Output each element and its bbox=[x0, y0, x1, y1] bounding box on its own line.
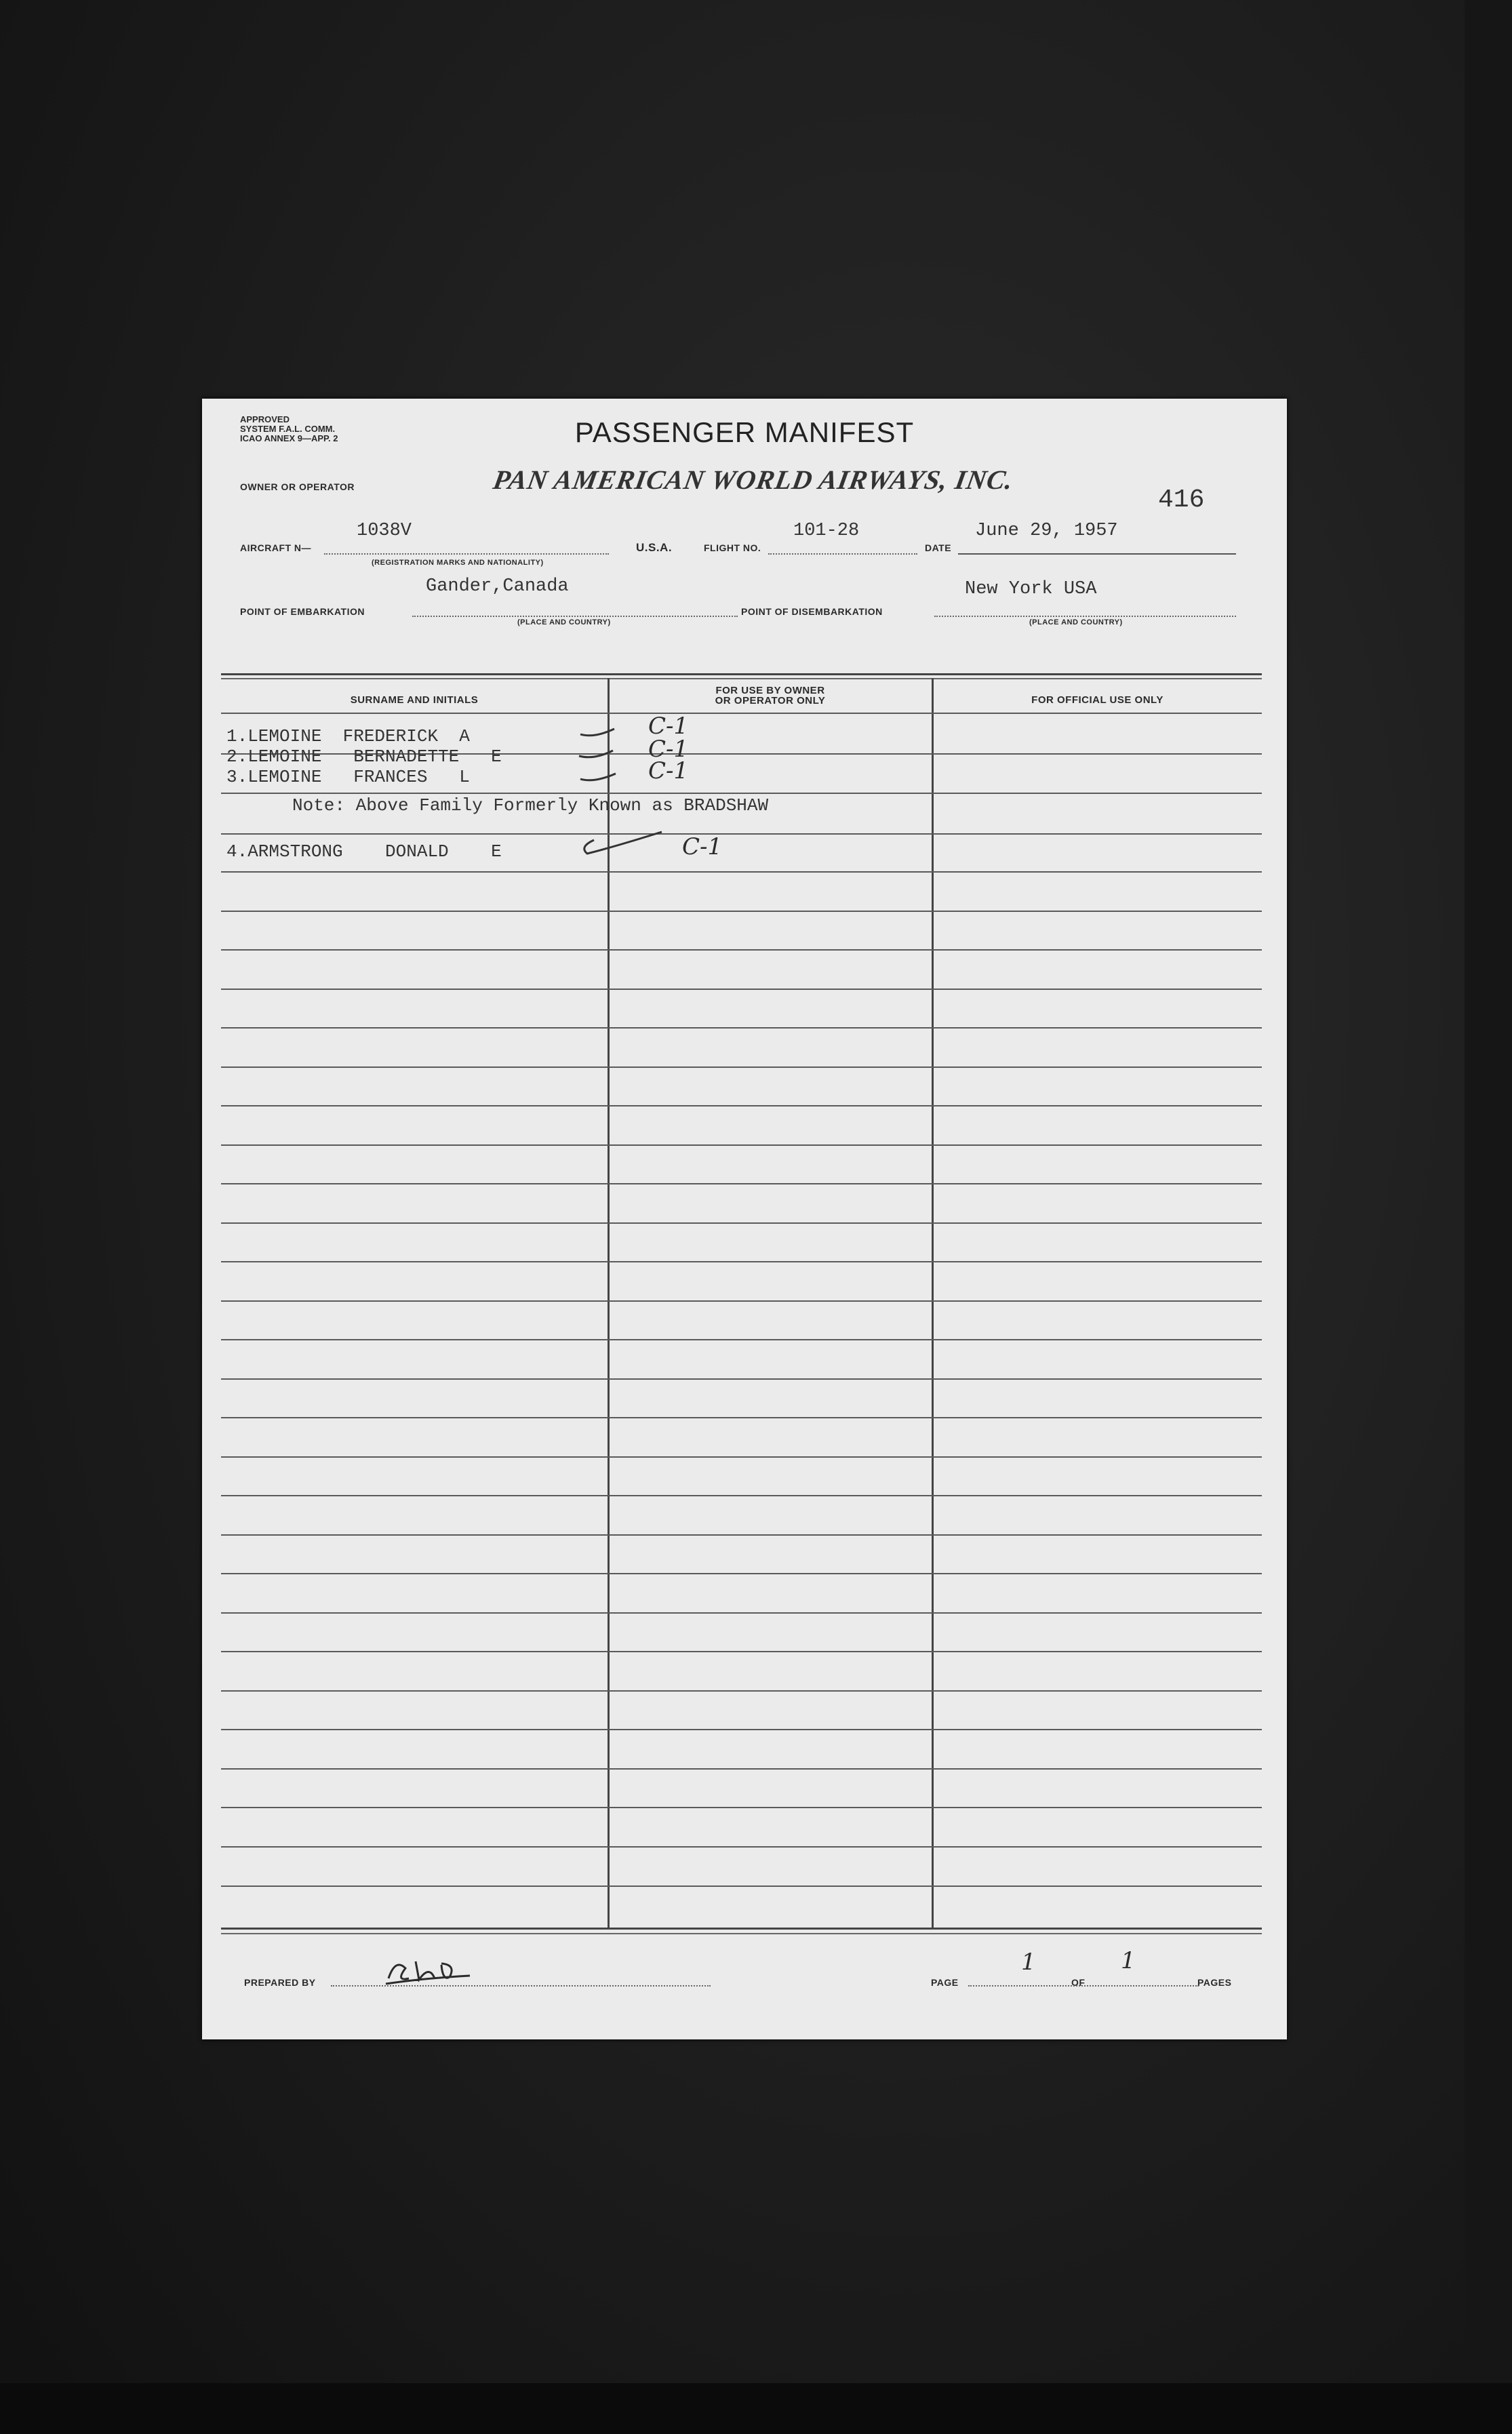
nationality: U.S.A. bbox=[636, 541, 673, 554]
table-rule bbox=[221, 1261, 1262, 1262]
table-rule bbox=[221, 1846, 1262, 1848]
table-rule bbox=[221, 1300, 1262, 1302]
column-divider-1 bbox=[608, 678, 610, 1928]
embarkation-value: Gander,Canada bbox=[426, 576, 569, 597]
passenger-manifest-form bbox=[202, 399, 1287, 2039]
check-mark-icon bbox=[574, 826, 669, 860]
passenger-row-1: 1.LEMOINE FREDERICK A bbox=[226, 726, 470, 746]
table-rule bbox=[221, 713, 1262, 714]
registration-caption: (REGISTRATION MARKS AND NATIONALITY) bbox=[372, 559, 544, 567]
aircraft-label: AIRCRAFT N— bbox=[240, 542, 312, 553]
table-rule bbox=[221, 1573, 1262, 1574]
signature-initials bbox=[382, 1951, 477, 1992]
passenger-row-4: 4.ARMSTRONG DONALD E bbox=[226, 841, 502, 862]
table-bottom-border bbox=[221, 1928, 1262, 1930]
page-label: PAGE bbox=[931, 1977, 959, 1988]
table-top-border bbox=[221, 673, 1262, 675]
check-marks-icon bbox=[574, 721, 621, 795]
handwritten-code-1: C-1 bbox=[648, 713, 689, 740]
header-owner-use: FOR USE BY OWNER OR OPERATOR ONLY bbox=[715, 685, 826, 706]
date-line bbox=[958, 553, 1236, 555]
passenger-table bbox=[221, 673, 1262, 1928]
table-rule bbox=[221, 1105, 1262, 1106]
prepared-by-label: PREPARED BY bbox=[244, 1977, 316, 1988]
table-rule bbox=[221, 1651, 1262, 1652]
date-label: DATE bbox=[925, 542, 952, 553]
table-rule bbox=[221, 1690, 1262, 1692]
flight-label: FLIGHT NO. bbox=[704, 542, 761, 553]
handwritten-code-4: C-1 bbox=[682, 833, 723, 860]
table-rule bbox=[221, 911, 1262, 912]
table-rule bbox=[221, 1144, 1262, 1146]
header-official-use: FOR OFFICIAL USE ONLY bbox=[1031, 694, 1163, 706]
disembarkation-line bbox=[934, 616, 1236, 617]
embarkation-line bbox=[412, 616, 738, 617]
document-number: 416 bbox=[1158, 485, 1205, 515]
table-rule bbox=[221, 1339, 1262, 1340]
table-rule bbox=[221, 1222, 1262, 1224]
table-rule bbox=[221, 1378, 1262, 1380]
flight-value: 101-28 bbox=[793, 521, 860, 541]
table-rule bbox=[221, 1417, 1262, 1418]
table-rule bbox=[221, 833, 1262, 835]
airline-name: PAN AMERICAN WORLD AIRWAYS, INC. bbox=[491, 464, 1016, 495]
scanner-bottom-strip bbox=[0, 2383, 1512, 2434]
disembarkation-label: POINT OF DISEMBARKATION bbox=[741, 606, 883, 617]
page-number: 1 bbox=[1021, 1949, 1036, 1976]
table-rule bbox=[221, 1495, 1262, 1496]
owner-label: OWNER OR OPERATOR bbox=[240, 481, 355, 492]
aircraft-line bbox=[324, 553, 609, 555]
scanner-edge bbox=[1465, 0, 1512, 2383]
passenger-row-3: 3.LEMOINE FRANCES L bbox=[226, 767, 470, 787]
date-value: June 29, 1957 bbox=[975, 521, 1118, 541]
column-divider-2 bbox=[932, 678, 934, 1928]
total-pages: 1 bbox=[1121, 1947, 1136, 1974]
handwritten-code-3: C-1 bbox=[648, 757, 689, 784]
table-rule bbox=[221, 793, 1262, 794]
form-title: PASSENGER MANIFEST bbox=[574, 416, 915, 448]
flight-line bbox=[768, 553, 917, 555]
table-rule bbox=[221, 1066, 1262, 1068]
of-label: OF bbox=[1071, 1977, 1086, 1988]
table-rule bbox=[221, 1768, 1262, 1770]
table-rule bbox=[221, 1027, 1262, 1029]
table-rule bbox=[221, 1534, 1262, 1536]
embarkation-caption: (PLACE AND COUNTRY) bbox=[517, 618, 611, 626]
disembarkation-caption: (PLACE AND COUNTRY) bbox=[1029, 618, 1123, 626]
approval-stamp: APPROVED SYSTEM F.A.L. COMM. ICAO ANNEX 9—APP. 2 bbox=[240, 414, 338, 443]
disembarkation-value: New York USA bbox=[965, 579, 1097, 599]
table-rule bbox=[221, 949, 1262, 951]
table-rule bbox=[221, 1729, 1262, 1730]
handwritten-code-2: C-1 bbox=[648, 736, 689, 763]
table-rule bbox=[221, 1183, 1262, 1184]
table-rule bbox=[221, 871, 1262, 873]
pages-label: PAGES bbox=[1197, 1977, 1232, 1988]
embarkation-label: POINT OF EMBARKATION bbox=[240, 606, 365, 617]
table-rule bbox=[221, 1612, 1262, 1614]
table-rule bbox=[221, 1886, 1262, 1887]
page-line bbox=[968, 1985, 1199, 1987]
table-rule bbox=[221, 1456, 1262, 1458]
passenger-row-2: 2.LEMOINE BERNADETTE E bbox=[226, 746, 502, 767]
table-top-border-inner bbox=[221, 678, 1262, 679]
table-rule bbox=[221, 989, 1262, 990]
header-surname: SURNAME AND INITIALS bbox=[350, 694, 479, 706]
aircraft-value: 1038V bbox=[357, 521, 412, 541]
table-rule bbox=[221, 1807, 1262, 1808]
family-note: Note: Above Family Formerly Known as BRADSHAW bbox=[292, 795, 769, 816]
table-bottom-border-inner bbox=[221, 1933, 1262, 1934]
